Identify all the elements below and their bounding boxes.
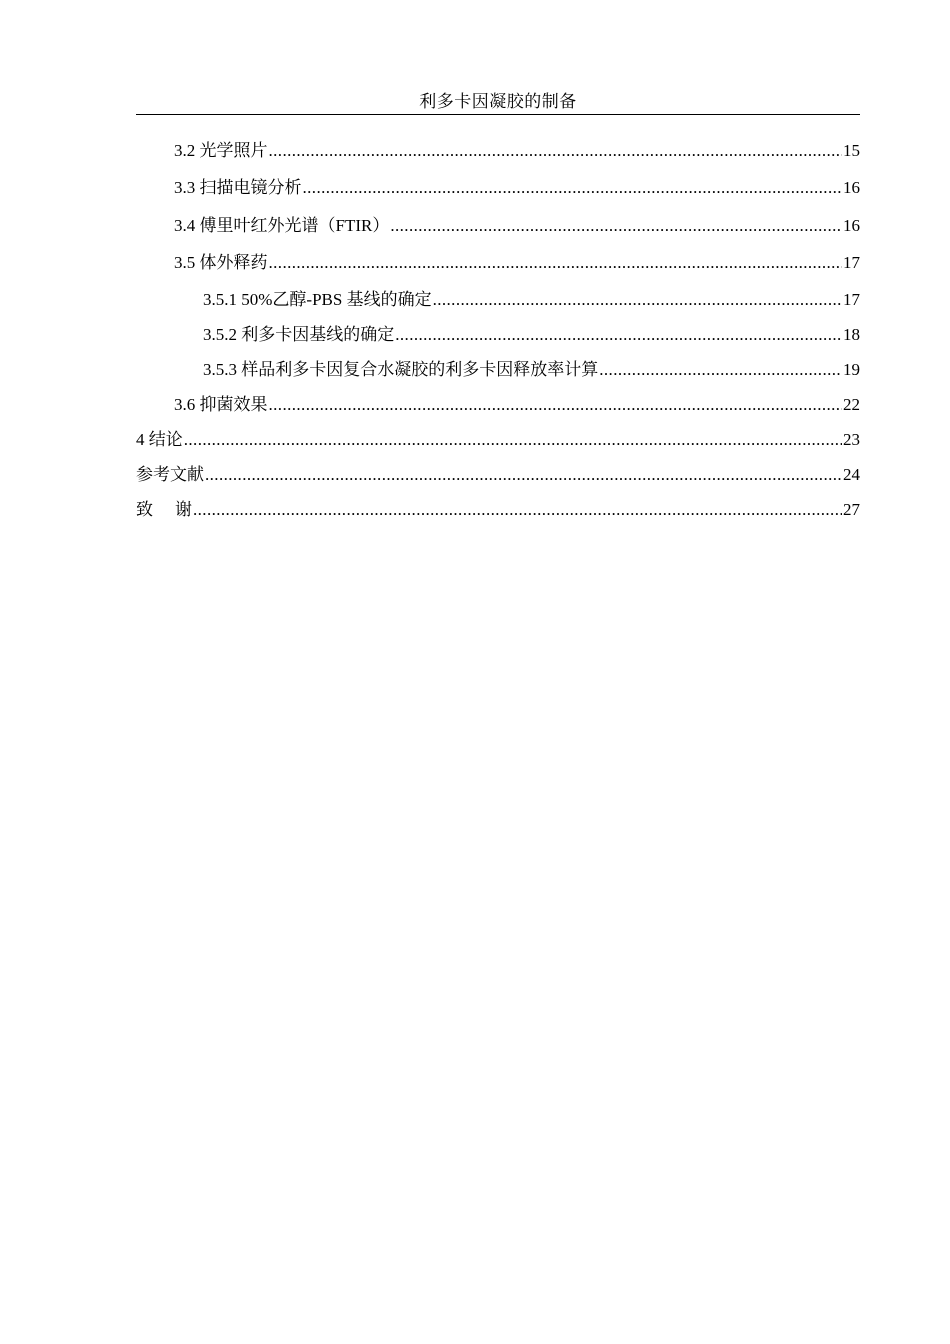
toc-entry-4[interactable] [136,427,860,451]
toc-entry-title: 4 结论 [136,430,183,449]
toc-leader-dots [269,252,843,274]
toc-entry-title [136,499,192,521]
toc-entry-3-4[interactable] [136,213,860,237]
toc-entry-3-5[interactable] [136,250,860,274]
toc-entry-title: 3.5.2 利多卡因基线的确定 [203,325,395,344]
toc-entry-title: 3.5 体外释药 [174,253,268,272]
toc-entry-title-part-a: 致 [136,500,153,519]
running-header-title: 利多卡因凝胶的制备 [419,92,577,111]
toc-entry-page: 27 [843,500,860,519]
toc-entry-title: 3.2 光学照片 [174,141,268,160]
toc-leader-dots [193,499,842,521]
toc-entry-3-6[interactable] [136,392,860,416]
toc-entry-page: 23 [843,430,860,449]
toc-entry-3-5-2[interactable] [136,322,860,346]
toc-entry-3-5-3[interactable] [136,357,860,381]
toc-leader-dots [205,464,842,486]
toc-entry-title: 参考文献 [136,465,204,484]
toc-leader-dots [390,215,842,237]
toc-leader-dots [303,177,843,199]
header-rule [136,114,860,115]
toc-entry-page: 17 [843,290,860,309]
toc-entry-page: 16 [843,216,860,235]
toc-entry-3-2[interactable] [136,138,860,162]
toc-leader-dots [269,394,843,416]
toc-entry-title: 3.5.1 50%乙醇-PBS 基线的确定 [203,290,432,309]
toc-entry-title-part-b: 谢 [175,500,192,519]
toc-entry-page: 15 [843,141,860,160]
toc-entry-title: 3.4 傅里叶红外光谱（FTIR） [174,216,390,235]
toc-entry-page: 17 [843,253,860,272]
toc-entry-page: 16 [843,178,860,197]
toc-entry-acknowledgements[interactable] [136,497,860,521]
toc-leader-dots [395,324,842,346]
toc-entry-page: 24 [843,465,860,484]
toc-leader-dots [599,359,842,381]
toc-entry-3-5-1[interactable] [136,287,860,311]
toc-entry-references[interactable] [136,462,860,486]
toc-entry-page: 18 [843,325,860,344]
toc-entry-3-3[interactable] [136,175,860,199]
toc-entry-title: 3.3 扫描电镜分析 [174,178,302,197]
toc-entry-page: 19 [843,360,860,379]
toc-leader-dots [184,429,842,451]
toc-leader-dots [269,140,843,162]
toc-entry-page: 22 [843,395,860,414]
toc-leader-dots [433,289,842,311]
toc-entry-title: 3.6 抑菌效果 [174,395,268,414]
toc-entry-title: 3.5.3 样品利多卡因复合水凝胶的利多卡因释放率计算 [203,360,599,379]
